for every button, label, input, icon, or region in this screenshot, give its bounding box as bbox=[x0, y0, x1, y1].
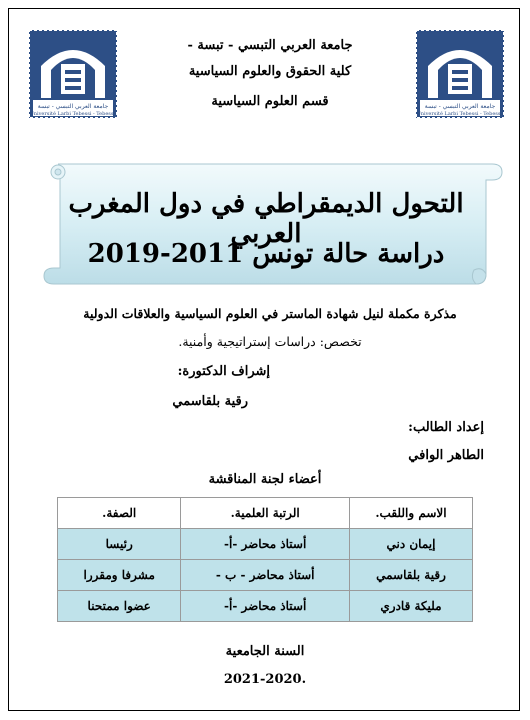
table-row bbox=[58, 560, 473, 591]
logo-left-arabic-text: جامعة العربي التبسي - تبسة bbox=[37, 103, 109, 110]
column-name-header: الاسم واللقب. bbox=[349, 498, 472, 529]
table-header-row bbox=[58, 498, 473, 529]
committee-heading: أعضاء لجنة المناقشة bbox=[208, 472, 322, 487]
member-rank: أستاذ محاضر - ب - bbox=[181, 560, 350, 591]
committee-table bbox=[57, 497, 473, 622]
department-name: قسم العلوم السياسية bbox=[211, 94, 329, 109]
member-role: مشرفا ومقررا bbox=[58, 560, 181, 591]
memo-description: مذكرة مكملة لنيل شهادة الماستر في العلوم السياسية والعلاقات الدولية bbox=[83, 306, 457, 321]
member-role: عضوا ممتحنا bbox=[58, 591, 181, 622]
column-rank-header: الرتبة العلمية. bbox=[181, 498, 350, 529]
university-logo-right bbox=[414, 28, 506, 120]
supervisor-label: إشراف الدكتورة: bbox=[177, 364, 270, 379]
logo-right-arabic-text: جامعة العربي التبسي - تبسة bbox=[424, 103, 496, 110]
thesis-title: التحول الديمقراطي في دول المغرب العربي bbox=[68, 189, 464, 249]
university-logo-left bbox=[27, 28, 119, 120]
memo-specialty: تخصص: دراسات إستراتيجية وأمنية. bbox=[178, 334, 362, 349]
member-rank: أستاذ محاضر -أ- bbox=[181, 591, 350, 622]
column-role-header: الصفة. bbox=[58, 498, 181, 529]
faculty-name: كلية الحقوق والعلوم السياسية bbox=[188, 64, 352, 79]
member-name: رقية بلقاسمي bbox=[349, 560, 472, 591]
supervisor-name: رقية بلقاسمي bbox=[172, 394, 248, 409]
title-block bbox=[60, 175, 472, 287]
university-name: جامعة العربي التبسي - تبسة - bbox=[187, 38, 353, 53]
member-name: إيمان دني bbox=[349, 529, 472, 560]
student-name: الطاهر الوافي bbox=[408, 448, 484, 463]
logo-left-french-text: Université Larbi Tebessi - Tebessa bbox=[29, 111, 117, 117]
table-row bbox=[58, 591, 473, 622]
thesis-subtitle: دراسة حالة تونس 2011-2019 bbox=[87, 239, 445, 269]
academic-year-label: السنة الجامعية bbox=[225, 644, 305, 659]
logo-right-french-text: Université Larbi Tebessi - Tebessa bbox=[416, 111, 504, 117]
student-label: إعداد الطالب: bbox=[408, 420, 484, 435]
academic-year: 2021-2020. bbox=[223, 672, 307, 687]
table-row bbox=[58, 529, 473, 560]
member-name: مليكة قادري bbox=[349, 591, 472, 622]
member-role: رئيسا bbox=[58, 529, 181, 560]
member-rank: أستاذ محاضر -أ- bbox=[181, 529, 350, 560]
